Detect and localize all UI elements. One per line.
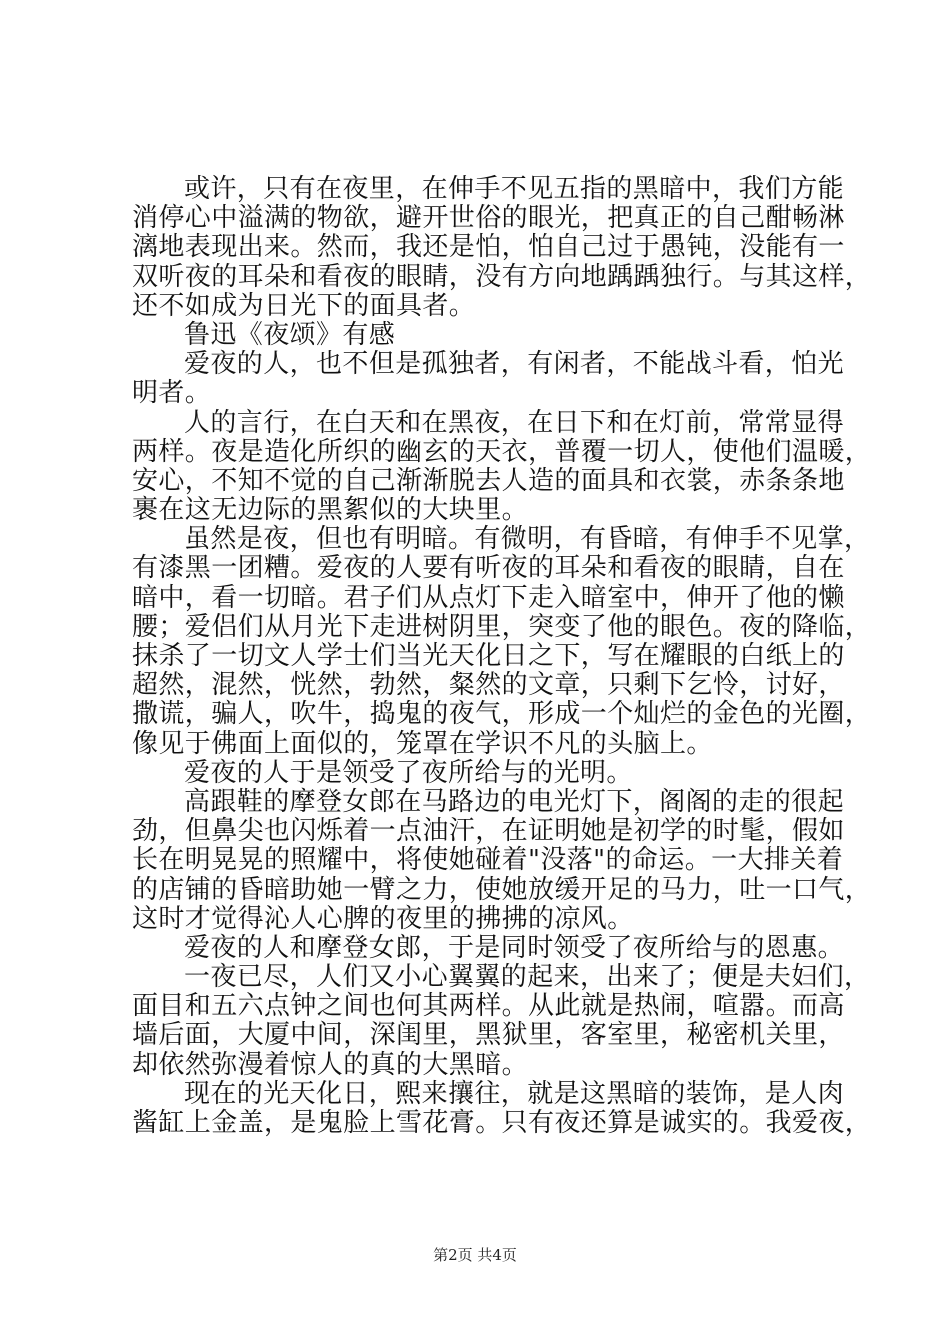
text-line: 裹在这无边际的黑絮似的大块里。 [132,495,529,526]
text-line: 爱夜的人和摩登女郎，于是同时领受了夜所给与的恩惠。 [184,932,845,963]
text-line: 双听夜的耳朵和看夜的眼睛，没有方向地踽踽独行。与其这样， [132,261,872,292]
text-line: 抹杀了一切文人学士们当光天化日之下，写在耀眼的白纸上的 [132,641,845,671]
text-line: 劲，但鼻尖也闪烁着一点油汗，在证明她是初学的时髦，假如 [132,816,845,847]
text-line: 酱缸上金盖，是鬼脸上雪花膏。只有夜还算是诚实的。我爱夜， [132,1108,872,1138]
text-line: 还不如成为日光下的面具者。 [132,290,476,321]
text-line: 爱夜的人于是领受了夜所给与的光明。 [184,757,633,788]
text-line: 这时才觉得沁人心脾的夜里的拂拂的凉风。 [132,903,634,934]
text-line: 爱夜的人，也不但是孤独者，有闲者，不能战斗看，怕光 [184,349,845,380]
text-line: 高跟鞋的摩登女郎在马路边的电光灯下，阁阁的走的很起 [184,786,845,817]
text-line: 现在的光天化日，熙来攘往，就是这黑暗的装饰，是人肉 [184,1078,845,1109]
text-line: 漓地表现出来。然而，我还是怕，怕自己过于愚钝，没能有一 [132,232,845,263]
text-line: 墙后面，大厦中间，深闺里，黑狱里，客室里，秘密机关里， [132,1020,845,1051]
text-line: 的店铺的昏暗助她一臂之力，使她放缓开足的马力，吐一口气， [132,874,872,905]
body-text [132,174,872,1138]
text-line: 一夜已尽，人们又小心翼翼的起来，出来了；便是夫妇们， [184,962,871,993]
text-line: 明者。 [132,378,212,409]
text-line: 像见于佛面上面似的，笼罩在学识不凡的头脑上。 [132,728,713,759]
text-line: 撒谎，骗人，吹牛，捣鬼的夜气，形成一个灿烂的金色的光圈， [132,699,872,730]
page-footer: 第2页 共4页 [433,1246,517,1264]
text-line: 超然，混然，恍然，勃然，粲然的文章，只剩下乞怜，讨好， [132,670,845,701]
text-line: 却依然弥漫着惊人的真的大黑暗。 [132,1049,529,1080]
text-line: 腰；爱侣们从月光下走进树阴里，突变了他的眼色。夜的降临， [132,611,872,642]
section-title: 鲁迅《夜颂》有感 [184,319,396,350]
text-line: 两样。夜是造化所织的幽玄的天衣，普覆一切人，使他们温暖， [132,436,872,467]
text-line: 虽然是夜，但也有明暗。有微明，有昏暗，有伸手不见掌， [184,524,871,555]
text-line: 安心，不知不觉的自己渐渐脱去人造的面具和衣裳，赤条条地 [132,465,845,496]
text-line: 或许，只有在夜里，在伸手不见五指的黑暗中，我们方能 [184,174,845,204]
text-line: 有漆黑一团糟。爱夜的人要有听夜的耳朵和看夜的眼睛，自在 [132,553,845,584]
text-line: 长在明晃晃的照耀中，将使她碰着"没落"的命运。一大排关着 [132,845,844,876]
text-line: 人的言行，在白天和在黑夜，在日下和在灯前，常常显得 [184,407,845,438]
text-line: 消停心中溢满的物欲，避开世俗的眼光，把真正的自己酣畅淋 [132,203,845,234]
text-line: 面目和五六点钟之间也何其两样。从此就是热闹，喧嚣。而高 [132,991,845,1022]
text-line: 暗中，看一切暗。君子们从点灯下走入暗室中，伸开了他的懒 [132,582,845,613]
